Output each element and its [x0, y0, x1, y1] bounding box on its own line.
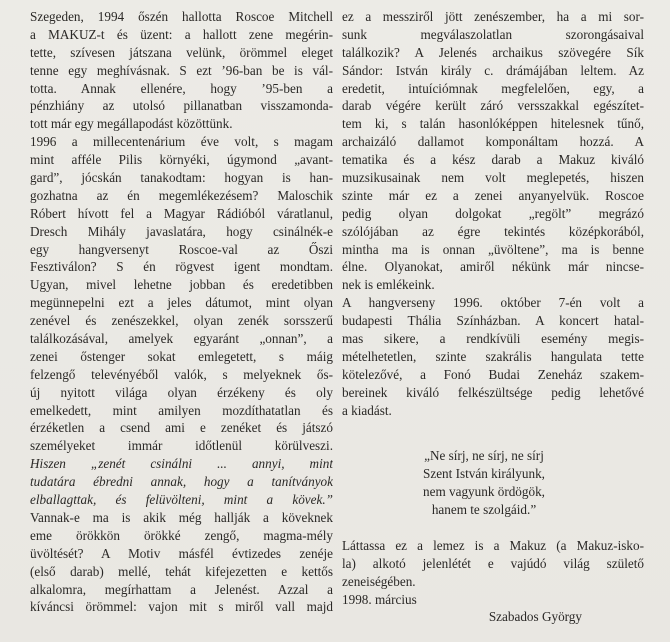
right-column-text-line: kötelezővé, a Fonó Budai Zeneház szakem- — [342, 366, 644, 382]
left-column-text-line: (első darab) mellé, tehát kifejezetten e kettős — [30, 563, 333, 579]
spacer — [342, 419, 644, 437]
right-column-body — [342, 8, 644, 419]
spacer — [342, 437, 644, 447]
spacer — [342, 519, 644, 537]
left-column-text-line: új nyitott világa olyan érzékeny és oly — [30, 384, 333, 400]
left-column-text-line: személyeket immár időtlenül körülveszi. — [30, 438, 333, 454]
left-column-text-line: gozhatna az én megemlékezésem? Maloschik — [30, 187, 333, 203]
right-column-text-line: a kiadást. — [342, 402, 392, 418]
right-column-text-line: darab végére került záró versszakkal egészítet- — [342, 98, 644, 114]
right-column-text-line: muzsikusainak nem volt meglepetés, hiszen — [342, 170, 644, 186]
right-column-text-line: mintha ma is onnan „üvöltene”, ma is benne — [342, 241, 644, 257]
left-column-text-line: egy hangversenyt Roscoe-val az Őszi — [30, 241, 333, 257]
right-column-text-line: szinte már ez a zenei anyanyelvük. Roscoe — [342, 187, 644, 203]
right-column-text-line: ez a messziről jött zenészember, ha a mi sor- — [342, 9, 644, 24]
left-column-text-line: mint afféle Pilis környéki, úgymond „avant- — [30, 152, 333, 168]
right-column-text-line: nek is emlékeink. — [342, 277, 435, 293]
right-column-text-line: élne. Olyanokat, amiről nékünk már nincse- — [342, 259, 644, 275]
poem-line: hanem te szolgáid.” — [431, 502, 537, 518]
right-column-text-line: archaizáló dallamot komponáltam hozzá. A — [342, 134, 644, 150]
author-signature: Szabados György — [488, 609, 582, 625]
closing-text-line: Láttassa ez a lemez is a Makuz (a Makuz-isko- — [342, 537, 644, 553]
right-column-text-line: pedig olyan dolgokat „regölt” megrázó — [342, 205, 644, 221]
left-column-text-line: Vannak-e ma is akik még hallják a köveknek — [30, 509, 333, 525]
left-column-text-line: találkozásával, amelyek egyaránt „onnan”, a — [30, 331, 333, 347]
left-column-text-line: Fesztiválon? S én rögvest igent mondtam. — [30, 259, 333, 275]
right-column-text-line: tem ki, s talán hasonlóképpen hitelesnek tűnő, — [342, 116, 644, 132]
left-column-text-line: elballagttak, és felüvölteni, mint a kövek.” — [30, 492, 333, 508]
left-column-text-line: tudatára ébredni annak, hogy a tanítványok — [30, 474, 333, 490]
left-column-text-line: Róbert hívott fel a Magyar Rádióból váratlanul, — [30, 205, 333, 221]
closing-paragraph — [342, 537, 644, 609]
right-column-text-line: mas sikere, a rendkívüli esemény megis- — [342, 331, 644, 347]
left-column-text-line: érzéketlen a csend ami e zenéket és játszó — [30, 420, 333, 436]
left-text-column — [30, 8, 333, 616]
right-column-text-line: mételhetetlen, szinte szakrális hangulata tette — [342, 348, 644, 364]
left-column-text-line: Dresch Mihály javaslatára, hogy csinálnék-e — [30, 223, 333, 239]
left-column-text-line: üvöltését? A Motiv másfél évtizedes zenéje — [30, 545, 333, 561]
right-column-text-line: bereinek kiváló felkészültsége pedig lehetővé — [342, 384, 644, 400]
left-column-text-line: Szegeden, 1994 őszén hallotta Roscoe Mitchell — [30, 9, 333, 24]
right-column-text-line: budapesti Thália Színházban. A koncert hatal- — [342, 313, 644, 329]
poem-line: nem vagyunk ördögök, — [423, 484, 545, 500]
closing-text-line: 1998. március — [342, 591, 417, 607]
left-column-text-line: emelkedett, mint amilyen mozdíthatatlan és — [30, 402, 333, 418]
closing-text-line: la) alkotó jelenlétét e vajúdó világ születő — [342, 555, 644, 571]
left-column-text-line: zenével és zenészekkel, olyan zenék sorsszerű — [30, 313, 333, 329]
right-column-text-line: eredetit, intuíciómnak megfelelően, egy, a — [342, 80, 644, 96]
right-column-text-line: szólójában az égre tekintés középkorából, — [342, 223, 644, 239]
poem-line: „Ne sírj, ne sírj, ne sírj — [424, 448, 544, 464]
left-column-text-line: Ugyan, mivel lehetne jobban és eredetibben — [30, 277, 333, 293]
right-column-text-line: találkozik? A Jelenés archaikus szövegére Sík — [342, 44, 644, 60]
left-column-text-line: alkalomra, megírhattam a Jelenést. Azzal a — [30, 581, 333, 597]
left-column-text-line: felzengő televényéből valók, s melyeknek ős- — [30, 366, 333, 382]
left-column-text-line: gard”, jócskán tanakodtam: hogyan is han- — [30, 170, 333, 186]
left-column-text-line: kíváncsi örömmel: vajon mit s miről vall majd — [30, 599, 333, 615]
right-column-text-line: sunk megválaszolatlan szorongásaival — [342, 26, 644, 42]
left-column-text-line: zenei őstenger sokat emlegetett, s máig — [30, 348, 333, 364]
left-column-text-line: totta. Annak ellenére, hogy ’95-ben a — [30, 80, 333, 96]
poem-line: Szent István királyunk, — [423, 466, 545, 482]
right-column-text-line: tematika és a kész darab a Makuz kiváló — [342, 152, 644, 168]
left-column-text-line: Hiszen „zenét csinálni ... annyi, mint — [30, 456, 333, 472]
left-column-text-line: tott már egy megállapodást közöttünk. — [30, 116, 233, 132]
left-column-text-line: eme örökkön örökké zengő, magma-mély — [30, 527, 333, 543]
left-column-text-line: a MAKUZ-t és üzent: a hallott zene megérin- — [30, 26, 333, 42]
right-column-text-line: A hangverseny 1996. október 7-én volt a — [342, 295, 644, 311]
left-column-text-line: tette, szívesen játszana velünk, örömmel eleget — [30, 44, 333, 60]
closing-text-line: zeneiségében. — [342, 573, 416, 589]
left-column-text-line: megünnepelni ezt a jeles dátumot, mint olyan — [30, 295, 333, 311]
right-column-text-line: Sándor: István király c. drámájában leltem. Az — [342, 62, 644, 78]
left-column-text-line: 1996 a millecentenárium éve volt, s magam — [30, 134, 333, 150]
left-column-text-line: tenne egy meghívásnak. S ezt ’96-ban be is vál- — [30, 62, 333, 78]
right-text-column — [342, 8, 644, 626]
quoted-poem — [342, 447, 644, 519]
left-column-text-line: pénzhiány az utolsó pillanatban visszamonda- — [30, 98, 333, 114]
